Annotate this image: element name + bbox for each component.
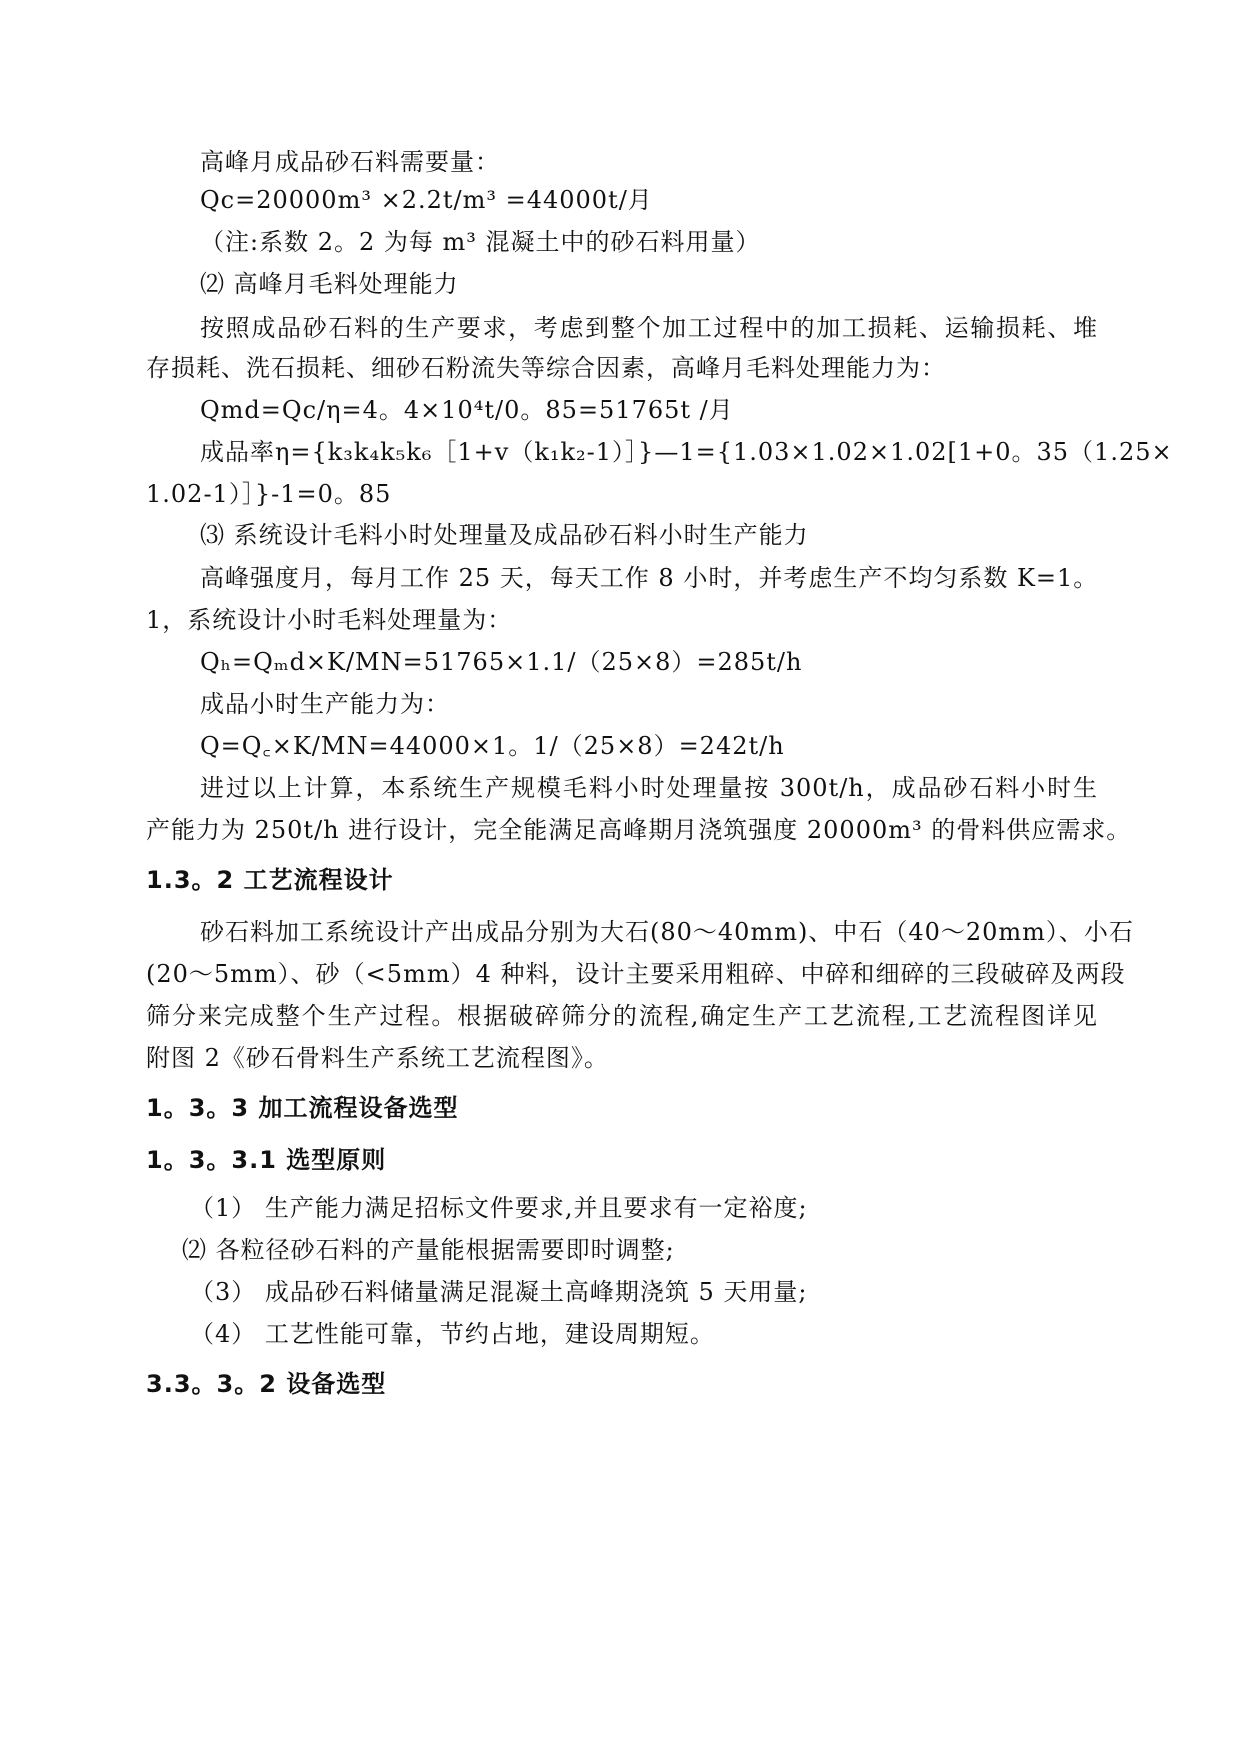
list-item: ⑵ 各粒径砂石料的产量能根据需要即时调整; [182, 1236, 675, 1264]
paragraph-line: 附图 2《砂石骨料生产系统工艺流程图》。 [146, 1044, 609, 1072]
subsection-line: ⑵ 高峰月毛料处理能力 [200, 270, 459, 298]
text-line: 高峰月成品砂石料需要量： [200, 148, 500, 176]
formula-line: Q=Q꜀×K/MN=44000×1。1/（25×8）=242t/h [200, 732, 785, 760]
paragraph-line: (20～5mm）、砂（<5mm）4 种料，设计主要采用粗碎、中碎和细碎的三段破碎及两段 [146, 960, 1126, 988]
paragraph-line: 按照成品砂石料的生产要求，考虑到整个加工过程中的加工损耗、运输损耗、堆 [200, 314, 1098, 342]
formula-line: Qₕ=Qₘd×K/MN=51765×1.1/（25×8）=285t/h [200, 648, 803, 676]
section-heading: 1。3。3.1 选型原则 [146, 1146, 387, 1174]
paragraph-line: 高峰强度月，每月工作 25 天，每天工作 8 小时，并考虑生产不均匀系数 K=1。 [200, 564, 1099, 592]
formula-line: Qc=20000m³ ×2.2t/m³ =44000t/月 [200, 186, 653, 214]
list-item: （1） 生产能力满足招标文件要求,并且要求有一定裕度; [190, 1194, 808, 1222]
section-heading: 1.3。2 工艺流程设计 [146, 866, 394, 894]
subsection-line: ⑶ 系统设计毛料小时处理量及成品砂石料小时生产能力 [200, 521, 809, 549]
formula-line: Qmd=Qc/η=4。4×10⁴t/0。85=51765t /月 [200, 396, 734, 424]
formula-line: 1.02-1）］}-1=0。85 [146, 480, 392, 508]
note-line: （注:系数 2。2 为每 m³ 混凝土中的砂石料用量） [200, 228, 761, 256]
section-heading: 1。3。3 加工流程设备选型 [146, 1094, 459, 1122]
paragraph-line: 进过以上计算，本系统生产规模毛料小时处理量按 300t/h，成品砂石料小时生 [200, 774, 1098, 802]
section-heading: 3.3。3。2 设备选型 [146, 1370, 387, 1398]
formula-line: 成品率η={k₃k₄k₅k₆［1+v（k₁k₂-1）］}—1={1.03×1.02×1.02[1+0。35（1.25× [200, 438, 1173, 466]
paragraph-line: 砂石料加工系统设计产出成品分别为大石(80～40mm)、中石（40～20mm）、小石 [200, 918, 1134, 946]
paragraph-line: 产能力为 250t/h 进行设计，完全能满足高峰期月浇筑强度 20000m³ 的骨料供应需求。 [146, 816, 1132, 844]
text-line: 成品小时生产能力为： [200, 690, 450, 718]
paragraph-line: 存损耗、洗石损耗、细砂石粉流失等综合因素，高峰月毛料处理能力为： [146, 354, 946, 382]
paragraph-line: 1，系统设计小时毛料处理量为： [146, 606, 513, 634]
paragraph-line: 筛分来完成整个生产过程。根据破碎筛分的流程,确定生产工艺流程,工艺流程图详见 [146, 1002, 1098, 1030]
list-item: （4） 工艺性能可靠，节约占地，建设周期短。 [190, 1320, 715, 1348]
list-item: （3） 成品砂石料储量满足混凝土高峰期浇筑 5 天用量; [190, 1278, 808, 1306]
